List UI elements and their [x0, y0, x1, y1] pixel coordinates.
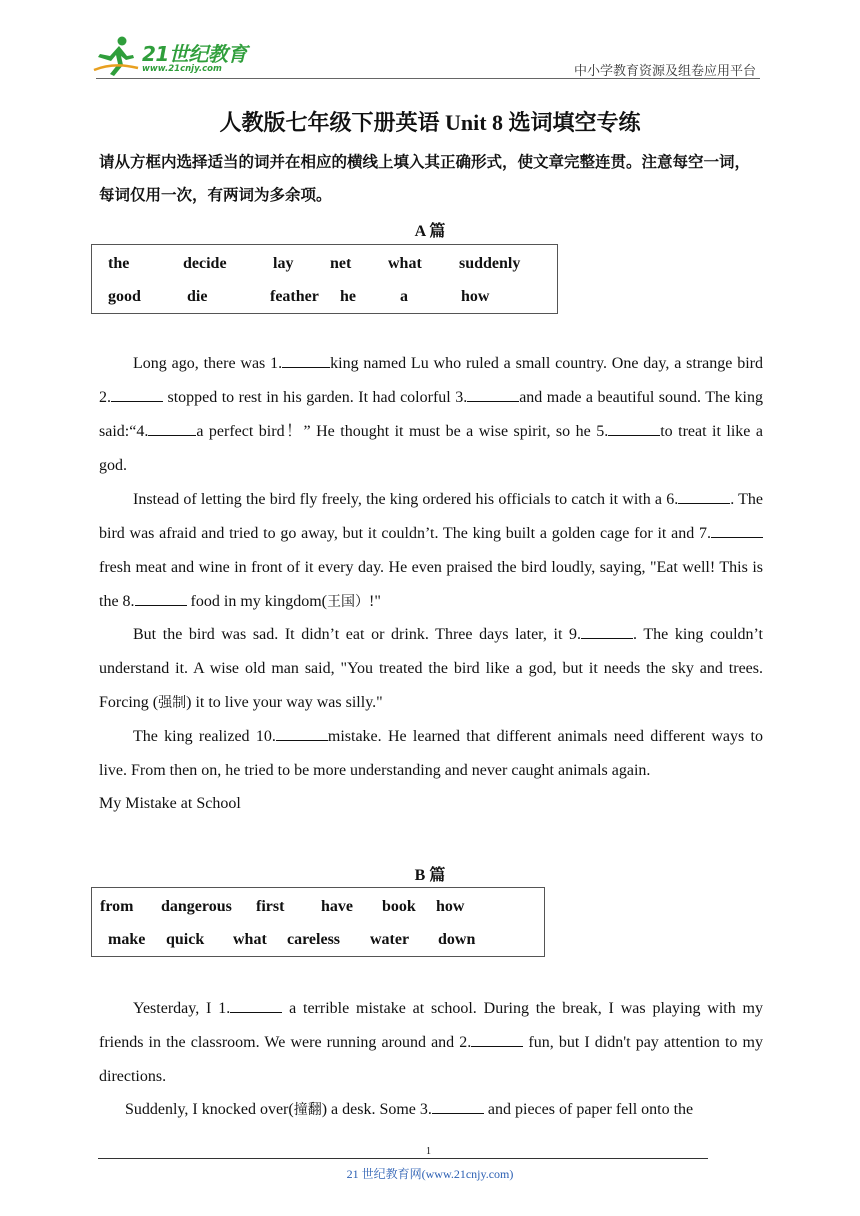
answer-blank[interactable] — [135, 589, 187, 606]
passage-a-paragraph-4: The king realized 10. mistake. He learned that different animals need different ways to live. From then on, he tried to be more understanding and never caught animals again. — [99, 720, 763, 788]
word-option: book — [382, 898, 416, 915]
word-option: dangerous — [161, 898, 232, 915]
word-option: a — [400, 288, 408, 305]
footer-divider — [98, 1158, 708, 1159]
passage-a-paragraph-1: Long ago, there was 1. king named Lu who ruled a small country. One day, a strange bird 2. stopped to rest in his garden. It had colorful 3. and made a beautiful sound. The king said:“4. a perfect bird！” He thought it must be a wise spirit, so he 5. to treat it like a god. — [99, 347, 763, 483]
word-option: how — [461, 288, 490, 305]
word-option: quick — [166, 931, 205, 948]
word-box-b — [91, 887, 545, 957]
trailing-title: My Mistake at School — [99, 795, 241, 812]
word-option: net — [330, 255, 352, 272]
word-option: suddenly — [459, 255, 521, 272]
answer-blank[interactable] — [678, 487, 730, 504]
word-option: down — [438, 931, 476, 948]
word-option: decide — [183, 255, 227, 272]
answer-blank[interactable] — [148, 419, 196, 436]
word-option: what — [233, 931, 267, 948]
answer-blank[interactable] — [111, 385, 163, 402]
answer-blank[interactable] — [230, 996, 282, 1013]
word-option: die — [187, 288, 208, 305]
logo-text: 21世纪教育 — [142, 42, 247, 66]
runner-icon — [92, 34, 142, 78]
section-a-heading: A 篇 — [414, 223, 446, 240]
word-option: first — [256, 898, 285, 915]
page-number: 1 — [426, 1146, 431, 1157]
passage-b-paragraph-1: Yesterday, I 1. a terrible mistake at school. During the break, I was playing with my friends in the classroom. We were running around and 2. fun, but I didn't pay attention to my directions. — [99, 992, 763, 1094]
answer-blank[interactable] — [711, 521, 763, 538]
answer-blank[interactable] — [276, 724, 328, 741]
passage-b-paragraph-2: Suddenly, I knocked over(撞翻) a desk. Some 3. and pieces of paper fell onto the — [125, 1093, 763, 1127]
passage-a-paragraph-2: Instead of letting the bird fly freely, the king ordered his officials to catch it with a 6. . The bird was afraid and tried to go away, but it couldn’t. The king built a golden cage for it and 7.fresh meat and wine in front of it every day. He even praised the bird loudly, saying, "Eat well! This is the 8. food in my kingdom(王国）!" — [99, 483, 763, 619]
answer-blank[interactable] — [467, 385, 519, 402]
word-option: what — [388, 255, 422, 272]
header-divider — [96, 78, 760, 79]
page-title: 人教版七年级下册英语 Unit 8 选词填空专练 — [219, 110, 641, 135]
word-option: from — [100, 898, 134, 915]
word-option: how — [436, 898, 465, 915]
instructions: 请从方框内选择适当的词并在相应的横线上填入其正确形式，使文章完整连贯。注意每空一词，每词仅用一次，有两词为多余项。 — [99, 153, 751, 204]
answer-blank[interactable] — [581, 622, 633, 639]
word-option: feather — [270, 288, 319, 305]
word-option: make — [108, 931, 146, 948]
word-box-a — [91, 244, 558, 314]
section-b-heading: B 篇 — [414, 867, 446, 884]
word-option: careless — [287, 931, 341, 948]
word-option: good — [108, 288, 141, 305]
answer-blank[interactable] — [471, 1030, 523, 1047]
word-option: have — [321, 898, 353, 915]
logo-url: www.21cnjy.com — [142, 64, 222, 74]
site-logo — [92, 34, 262, 78]
header-platform-text: 中小学教育资源及组卷应用平台 — [573, 64, 756, 79]
answer-blank[interactable] — [432, 1097, 484, 1114]
answer-blank[interactable] — [608, 419, 660, 436]
word-option: water — [370, 931, 410, 948]
word-option: lay — [273, 255, 294, 272]
answer-blank[interactable] — [282, 351, 330, 368]
footer-site-link[interactable]: 21 世纪教育网(www.21cnjy.com) — [346, 1167, 514, 1181]
passage-a-paragraph-3: But the bird was sad. It didn’t eat or drink. Three days later, it 9. . The king couldn’t understand it. A wise old man said, "You treated the bird like a god, but it needs the sky and trees. Forcing (强制) it to live your way was silly." — [99, 618, 763, 720]
word-option: he — [340, 288, 356, 305]
word-option: the — [108, 255, 130, 272]
